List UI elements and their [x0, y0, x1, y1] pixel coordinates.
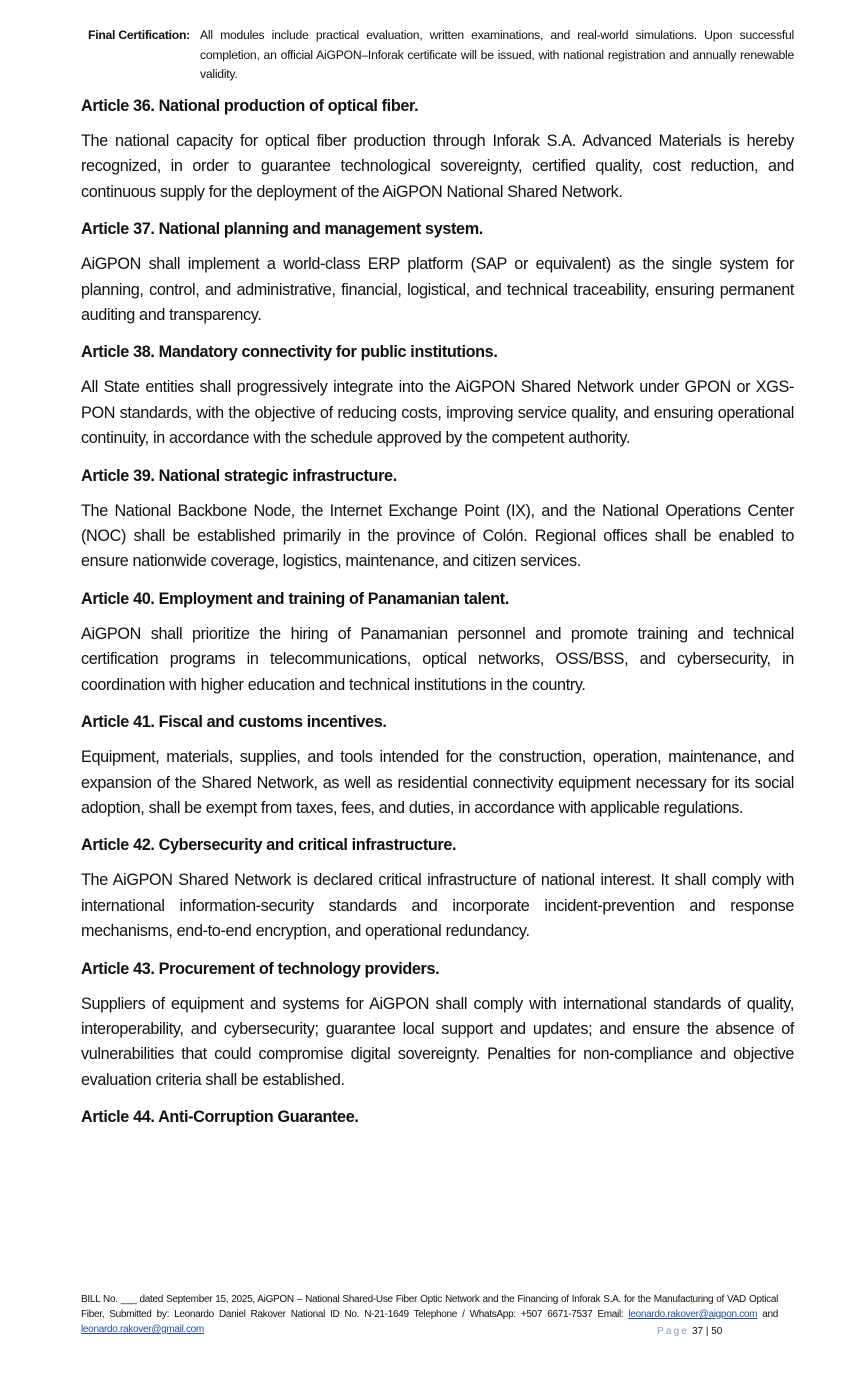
article-37	[81, 217, 794, 328]
article-body: All State entities shall progressively integrate into the AiGPON Shared Network under GPON or XGS-PON standards, with the objective of reducing costs, improving service quality, and ensuring operational continuity, in accordance with the schedule approved by the competent authority.	[81, 378, 794, 448]
email-link-aigpon[interactable]: leonardo.rakover@aigpon.com	[628, 1309, 758, 1320]
email-link-gmail[interactable]: leonardo.rakover@gmail.com	[81, 1324, 204, 1335]
article-heading: Article 39. National strategic infrastructure.	[81, 466, 397, 485]
article-40	[81, 587, 794, 698]
article-body: Suppliers of equipment and systems for AiGPON shall comply with international standards of quality, interoperability, and cybersecurity; guarantee local support and updates; and ensure the absence of vulnerabilities that could compromise digital sovereignty. Penalties for non-compliance and objective evaluation criteria shall be established.	[81, 994, 794, 1089]
article-body: AiGPON shall implement a world-class ERP platform (SAP or equivalent) as the single system for planning, control, and administrative, financial, logistical, and technical traceability, ensuring permanent auditing and transparency.	[81, 255, 794, 325]
page-current: 37	[691, 1326, 704, 1337]
article-heading: Article 42. Cybersecurity and critical infrastructure.	[81, 836, 457, 855]
page-total: 50	[711, 1326, 723, 1337]
article-41	[81, 710, 794, 821]
article-39	[81, 464, 794, 575]
article-heading: Article 37. National planning and management system.	[81, 220, 483, 239]
footer-and: and	[757, 1309, 779, 1320]
article-38	[81, 340, 794, 451]
article-heading: Article 38. Mandatory connectivity for public institutions.	[81, 343, 498, 362]
article-44	[81, 1105, 794, 1130]
article-body: The AiGPON Shared Network is declared critical infrastructure of national interest. It shall comply with international information-security standards and incorporate incident-prevention and response mechanisms, end-to-end encryption, and operational redundancy.	[81, 871, 794, 941]
article-heading: Article 41. Fiscal and customs incentives.	[81, 713, 387, 732]
page-separator: |	[703, 1326, 712, 1337]
page-number	[657, 1324, 722, 1339]
article-43	[81, 957, 794, 1094]
article-42	[81, 833, 794, 944]
certification-text	[200, 26, 794, 85]
article-body: Equipment, materials, supplies, and tools intended for the construction, operation, maintenance, and expansion of the Shared Network, as well as residential connectivity equipment necessary for its social adoption, shall be exempt from taxes, fees, and duties, in accordance with applicable regulations.	[81, 748, 794, 817]
footer-text: BILL No. ___ dated September 15, 2025, AiGPON – National Shared-Use Fiber Optic Network and the Financing of Inforak S.A. for the Manufacturing of VAD Optical Fiber, Submitted by: Leonardo Daniel Rakover National ID No. N-21-1649 Telephone / WhatsApp: +507 6671-7537 Email:	[81, 1294, 778, 1320]
article-body: The national capacity for optical fiber production through Inforak S.A. Advanced Materials is hereby recognized, in order to guarantee technological sovereignty, certified quality, cost reduction, and continuous supply for the deployment of the AiGPON National Shared Network.	[81, 132, 794, 201]
article-heading: Article 40. Employment and training of Panamanian talent.	[81, 589, 509, 608]
document-body	[81, 94, 794, 1130]
article-body: AiGPON shall prioritize the hiring of Panamanian personnel and promote training and technical certification programs in telecommunications, optical networks, OSS/BSS, and cybersecurity, in coordination with higher education and technical institutions in the country.	[81, 624, 794, 694]
page-label: Page	[657, 1326, 690, 1337]
article-heading: Article 44. Anti-Corruption Guarantee.	[81, 1108, 359, 1127]
article-heading: Article 43. Procurement of technology providers.	[81, 959, 440, 978]
final-certification-block	[88, 26, 794, 85]
certification-text-body: All modules include practical evaluation, written examinations, and real-world simulations. Upon successful completion, an official AiGPON–Inforak certificate will be issued, with national registration and annually renewable validity.	[200, 28, 794, 81]
certification-label: Final Certification:	[88, 28, 190, 42]
article-body: The National Backbone Node, the Internet Exchange Point (IX), and the National Operations Center (NOC) shall be established primarily in the province of Colón. Regional offices shall be enabled to ensure nationwide coverage, logistics, maintenance, and citizen services.	[81, 501, 794, 571]
article-heading: Article 36. National production of optical fiber.	[81, 97, 419, 115]
article-36	[81, 94, 794, 205]
